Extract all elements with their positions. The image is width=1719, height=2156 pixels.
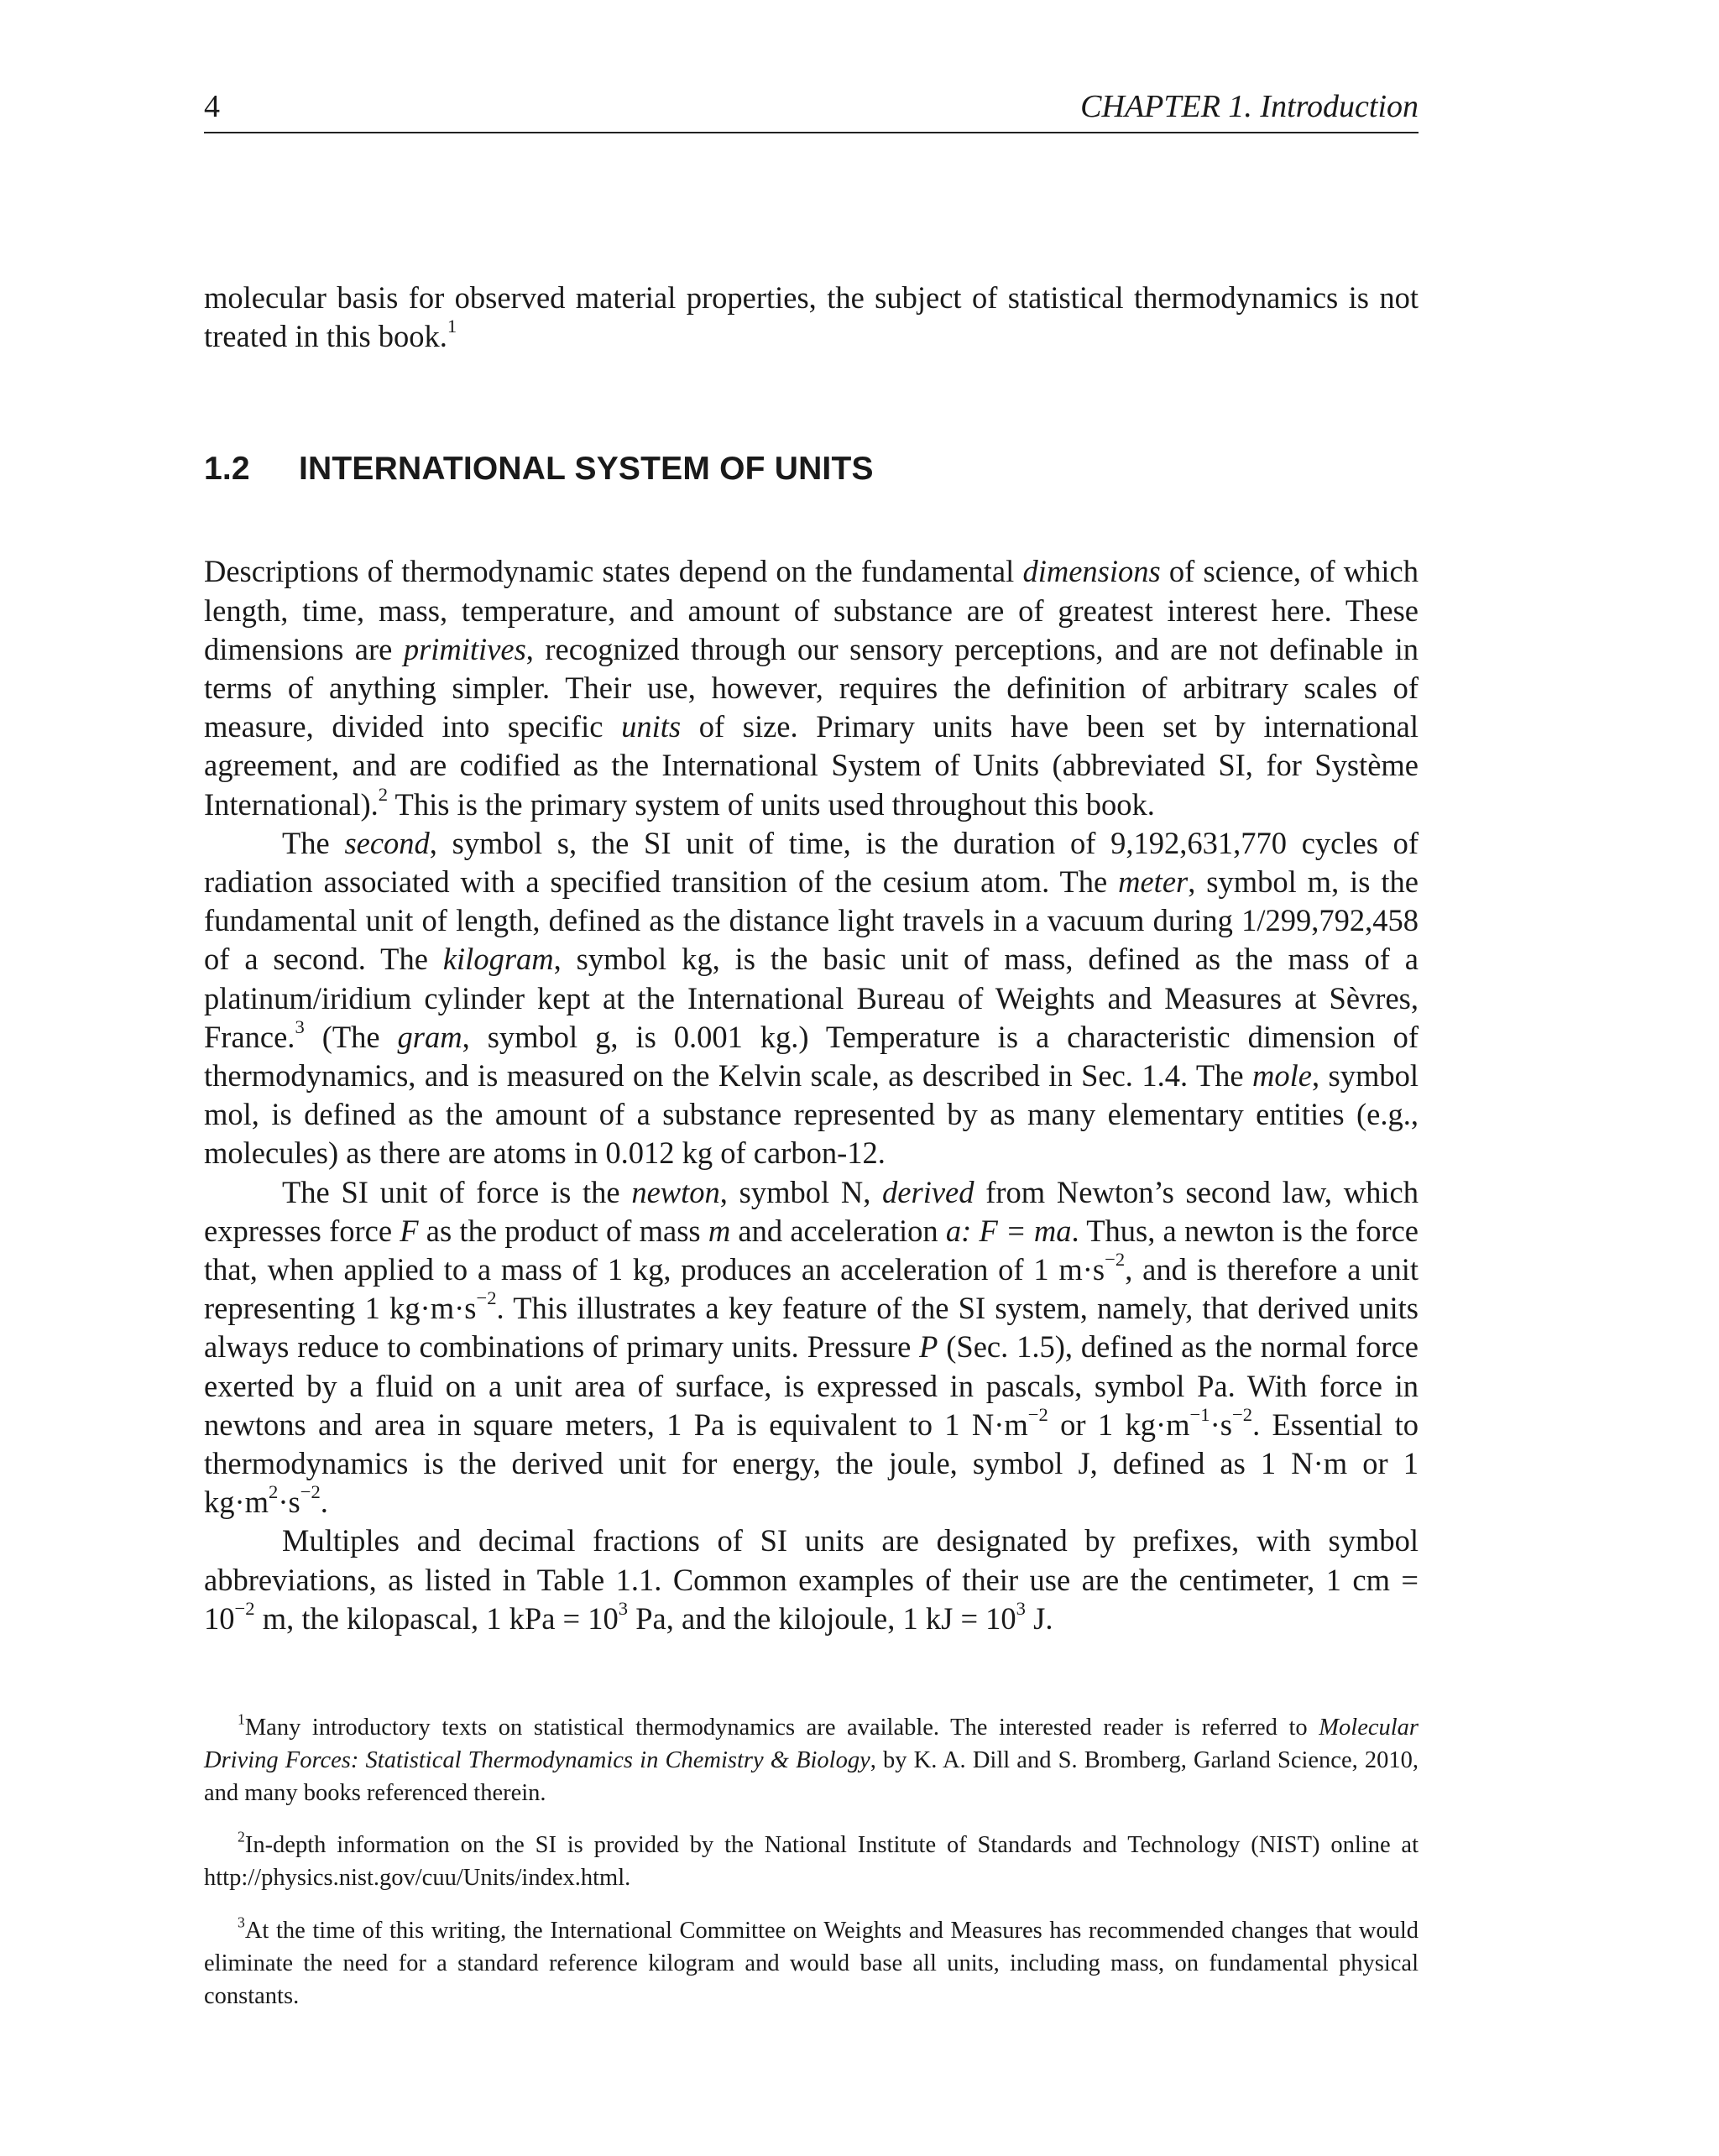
footnote-text: , by K. A. Dill and S. Bromberg, Garland Science, 2010, and many books referenced therein. [204, 1746, 1419, 1806]
text-run: , symbol N, [719, 1174, 883, 1209]
text-run: , recognized through our sensory perceptions, and are not definable in terms of anything simpler. Their use, however, requires the definition of arbitrary scales of measure, divided into specific [204, 631, 1419, 744]
exponent: 3 [618, 1597, 629, 1619]
text-run: . Thus, a newton is the force that, when applied to a mass of 1 kg, produces an acceleration of 1 m·s [204, 1213, 1419, 1287]
equation-newton-law: a: F = ma [945, 1213, 1072, 1248]
text-run: of science, of which length, time, mass, temperature, and amount of substance are of greatest interest here. These dimensions are [204, 554, 1419, 666]
term-gram: gram [397, 1019, 462, 1054]
section-title: INTERNATIONAL SYSTEM OF UNITS [299, 451, 874, 488]
footnote-book-title: Molecular Driving Forces: Statistical Thermodynamics in Chemistry & Biology [204, 1715, 1419, 1773]
page-number: 4 [204, 89, 220, 124]
footnote-number: 1 [238, 1710, 245, 1728]
text-run: , symbol mol, is defined as the amount of a substance represented by as many elementary entities (e.g., molecules) as there are atoms in 0.012 kg of carbon-12. [204, 1058, 1419, 1171]
text-run: ·s [278, 1485, 300, 1520]
text-run: J. [1025, 1600, 1053, 1636]
text-run: as the product of mass [418, 1213, 708, 1248]
exponent: −2 [1231, 1403, 1253, 1425]
footnote-text: In-depth information on the SI is provided by the National Institute of Standards and Technology (NIST) online at http://physics.nist.gov/cuu/Units/index.html. [204, 1832, 1419, 1892]
text-run: . Essential to thermodynamics is the derived unit for energy, the joule, symbol J, defined as 1 N·m or 1 kg·m [204, 1407, 1419, 1520]
paragraph-prefixes [204, 1522, 1419, 1638]
text-run: . [320, 1485, 328, 1520]
symbol-force: F [400, 1213, 419, 1248]
text-run: , and is therefore a unit representing 1 kg·m·s [204, 1252, 1419, 1326]
text-run: , symbol kg, is the basic unit of mass, defined as the mass of a platinum/iridium cylinder kept at the International Bureau of Weights and Measures at Sèvres, France. [204, 942, 1419, 1054]
term-units: units [621, 709, 682, 744]
text-run: Descriptions of thermodynamic states depend on the fundamental [204, 554, 1023, 589]
exponent: 3 [1016, 1597, 1026, 1619]
exponent: −2 [234, 1597, 255, 1619]
exponent: −2 [1027, 1403, 1048, 1425]
text-run: from Newton’s second law, which expresses force [204, 1174, 1419, 1248]
term-kilogram: kilogram [442, 942, 554, 977]
chapter-title: CHAPTER 1. Introduction [1080, 89, 1419, 124]
exponent: −2 [476, 1287, 497, 1309]
footnotes [204, 1712, 1419, 2012]
text-run: Multiples and decimal fractions of SI units are designated by prefixes, with symbol abbreviations, as listed in Table 1.1. Common examples of their use are the centimeter, 1 cm = 10 [204, 1523, 1419, 1636]
term-meter: meter [1118, 864, 1189, 900]
paragraph-dimensions [204, 552, 1419, 823]
intro-paragraph [204, 279, 1419, 356]
exponent: −1 [1189, 1403, 1210, 1425]
section-number: 1.2 [204, 451, 250, 488]
footnote-number: 2 [238, 1829, 245, 1846]
running-head [204, 88, 1419, 133]
footnote-2 [204, 1830, 1419, 1895]
term-newton: newton [631, 1174, 720, 1209]
text-run: , symbol g, is 0.001 kg.) Temperature is a characteristic dimension of thermodynamics, and is measured on the Kelvin scale, as described in Sec. 1.4. The [204, 1019, 1419, 1094]
footnote-ref-1: 1 [447, 316, 457, 337]
paragraph-base-units [204, 824, 1419, 1173]
footnote-text: Many introductory texts on statistical thermodynamics are available. The interested reader is referred to [244, 1715, 1319, 1741]
book-page [204, 88, 1419, 2033]
text-run: The SI unit of force is the [282, 1174, 632, 1209]
term-second: second [344, 825, 430, 860]
text-run: m, the kilopascal, 1 kPa = 10 [254, 1600, 619, 1636]
exponent: −2 [1105, 1249, 1126, 1271]
text-run: The [282, 825, 345, 860]
text-run: (The [304, 1019, 398, 1054]
symbol-pressure: P [919, 1329, 938, 1365]
text-run: Pa, and the kilojoule, 1 kJ = 10 [628, 1600, 1016, 1636]
text-run: ·s [1210, 1407, 1232, 1442]
text-run: (Sec. 1.5), defined as the normal force exerted by a fluid on a unit area of surface, is expressed in pascals, symbol Pa. With force in newtons and area in square meters, 1 Pa is equivalent to 1 N·m [204, 1329, 1419, 1442]
text-run: of size. Primary units have been set by international agreement, and are codified as the International System of Units (abbreviated SI, for Système International). [204, 709, 1419, 822]
text-run: and acceleration [730, 1213, 946, 1248]
text-run: , symbol s, the SI unit of time, is the duration of 9,192,631,770 cycles of radiation associated with a specified transition of the cesium atom. The [204, 825, 1419, 900]
term-dimensions: dimensions [1022, 554, 1161, 589]
footnote-text: At the time of this writing, the International Committee on Weights and Measures has recommended changes that would eliminate the need for a standard reference kilogram and would base all units, including mass, on fundamental physical constants. [204, 1918, 1419, 2009]
footnote-ref-3: 3 [295, 1015, 305, 1037]
text-run: or 1 kg·m [1048, 1407, 1190, 1442]
intro-text: molecular basis for observed material properties, the subject of statistical thermodynamics is not treated in this book. [204, 280, 1419, 354]
footnote-number: 3 [238, 1913, 245, 1931]
section-heading [204, 451, 1419, 488]
text-run: , symbol m, is the fundamental unit of length, defined as the distance light travels in a vacuum during 1/299,792,458 of a second. The [204, 864, 1419, 977]
paragraph-derived-units [204, 1173, 1419, 1522]
exponent: −2 [300, 1481, 321, 1503]
term-mole: mole [1252, 1058, 1312, 1094]
term-derived: derived [882, 1174, 974, 1209]
text-run: This is the primary system of units used throughout this book. [388, 786, 1155, 822]
footnote-1 [204, 1712, 1419, 1809]
text-run: . This illustrates a key feature of the SI system, namely, that derived units always reduce to combinations of primary units. Pressure [204, 1291, 1419, 1365]
exponent: 2 [269, 1481, 279, 1503]
term-primitives: primitives [403, 631, 526, 666]
footnote-ref-2: 2 [378, 783, 389, 805]
symbol-mass: m [708, 1213, 731, 1248]
footnote-3 [204, 1915, 1419, 2012]
